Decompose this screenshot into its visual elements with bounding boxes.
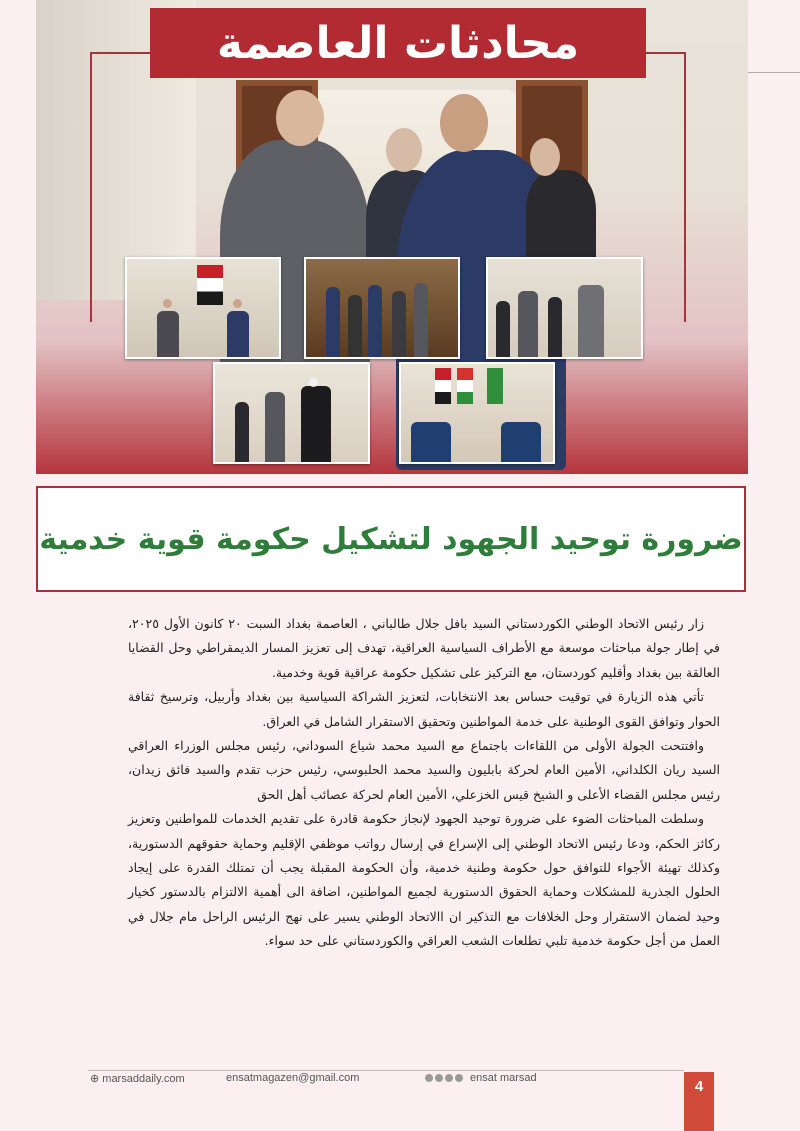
facebook-icon[interactable] bbox=[425, 1074, 433, 1082]
globe-icon: ⊕ bbox=[90, 1073, 100, 1085]
instagram-icon[interactable] bbox=[445, 1074, 453, 1082]
photo-thumbnail-1 bbox=[125, 257, 281, 359]
photo-thumbnail-4 bbox=[213, 362, 370, 464]
photo-thumbnail-3 bbox=[486, 257, 643, 359]
footer-social-handle: ensat marsad bbox=[470, 1072, 537, 1084]
article-paragraph-4: وسلطت المباحثات الضوء على ضرورة توحيد الجهود لإنجاز حكومة قادرة على تقديم الخدمات للمواطنين وتعزيز ركائز الحكم، ودعا رئيس الاتحاد الوطني إلى الإسراع في إرسال رواتب موظفي الإقليم وحماية حقوقهم الدستورية، وكذلك تهيئة الأجواء للتوافق حول حكومة وطنية خدمية، وأن الحكومة المقبلة يجب أن تمتلك القدرة على إيجاد الحلول الجذرية للمشكلات وحماية الحقوق الدستورية لجميع المواطنين، اضافة الى أهمية الالتزام بالدستور كخيار وحيد لضمان الاستقرار وحل الخلافات مع التذكير ان االاتحاد الوطني يسير على نهج الرئيس الراحل مام جلال في العمل من أجل حكومة خدمية تلبي تطلعات الشعب العراقي والكوردستاني على حد سواء. bbox=[128, 811, 720, 949]
photo-thumbnail-5 bbox=[399, 362, 555, 464]
twitter-icon[interactable] bbox=[435, 1074, 443, 1082]
page-number: 4 bbox=[684, 1072, 714, 1131]
footer-rule bbox=[88, 1070, 684, 1071]
section-title bbox=[150, 8, 646, 78]
top-right-rule bbox=[748, 72, 800, 73]
article-paragraph-1: زار رئيس الاتحاد الوطني الكوردستاني السيد بافل جلال طالباني ، العاصمة بغداد السبت ٢٠ كانون الأول ٢٠٢٥، في إطار جولة مباحثات موسعة مع الأطراف السياسية العراقية، تهدف إلى تعزيز المسار الديمقراطي وحل القضايا العالقة بين بغداد وأقليم كوردستان، مع التركيز على تشكيل حكومة عراقية قوية وخدمية. bbox=[128, 616, 720, 680]
article-body bbox=[128, 612, 720, 954]
headline-box bbox=[36, 486, 746, 592]
section-title-text: محادثات العاصمة bbox=[216, 17, 580, 69]
article-headline: ضرورة توحيد الجهود لتشكيل حكومة قوية خدمية bbox=[39, 521, 743, 557]
article-paragraph-2: تأتي هذه الزيارة في توقيت حساس بعد الانتخابات، لتعزيز الشراكة السياسية بين بغداد وأربيل، وترسيخ ثقافة الحوار وتوافق القوى الوطنية على خدمة المواطنين وتحقيق الاستقرار الشامل في العراق. bbox=[128, 689, 720, 729]
photo-thumbnail-2 bbox=[304, 257, 460, 359]
article-paragraph-3: وافتتحت الجولة الأولى من اللقاءات باجتماع مع السيد محمد شياع السوداني، رئيس مجلس الوزراء العراقي السيد ريان الكلداني، الأمين العام لحركة بابليون والسيد محمد الحلبوسي، رئيس حزب تقدم والسيد فائق زيدان، رئيس مجلس القضاء الأعلى و الشيخ قيس الخزعلي، الأمين العام لحركة عصائب أهل الحق bbox=[128, 738, 720, 802]
footer-email[interactable]: ensatmagazen@gmail.com bbox=[226, 1072, 360, 1084]
footer-website[interactable] bbox=[90, 1072, 185, 1085]
footer-website-text: marsaddaily.com bbox=[102, 1073, 185, 1085]
social-icons bbox=[425, 1074, 463, 1082]
youtube-icon[interactable] bbox=[455, 1074, 463, 1082]
